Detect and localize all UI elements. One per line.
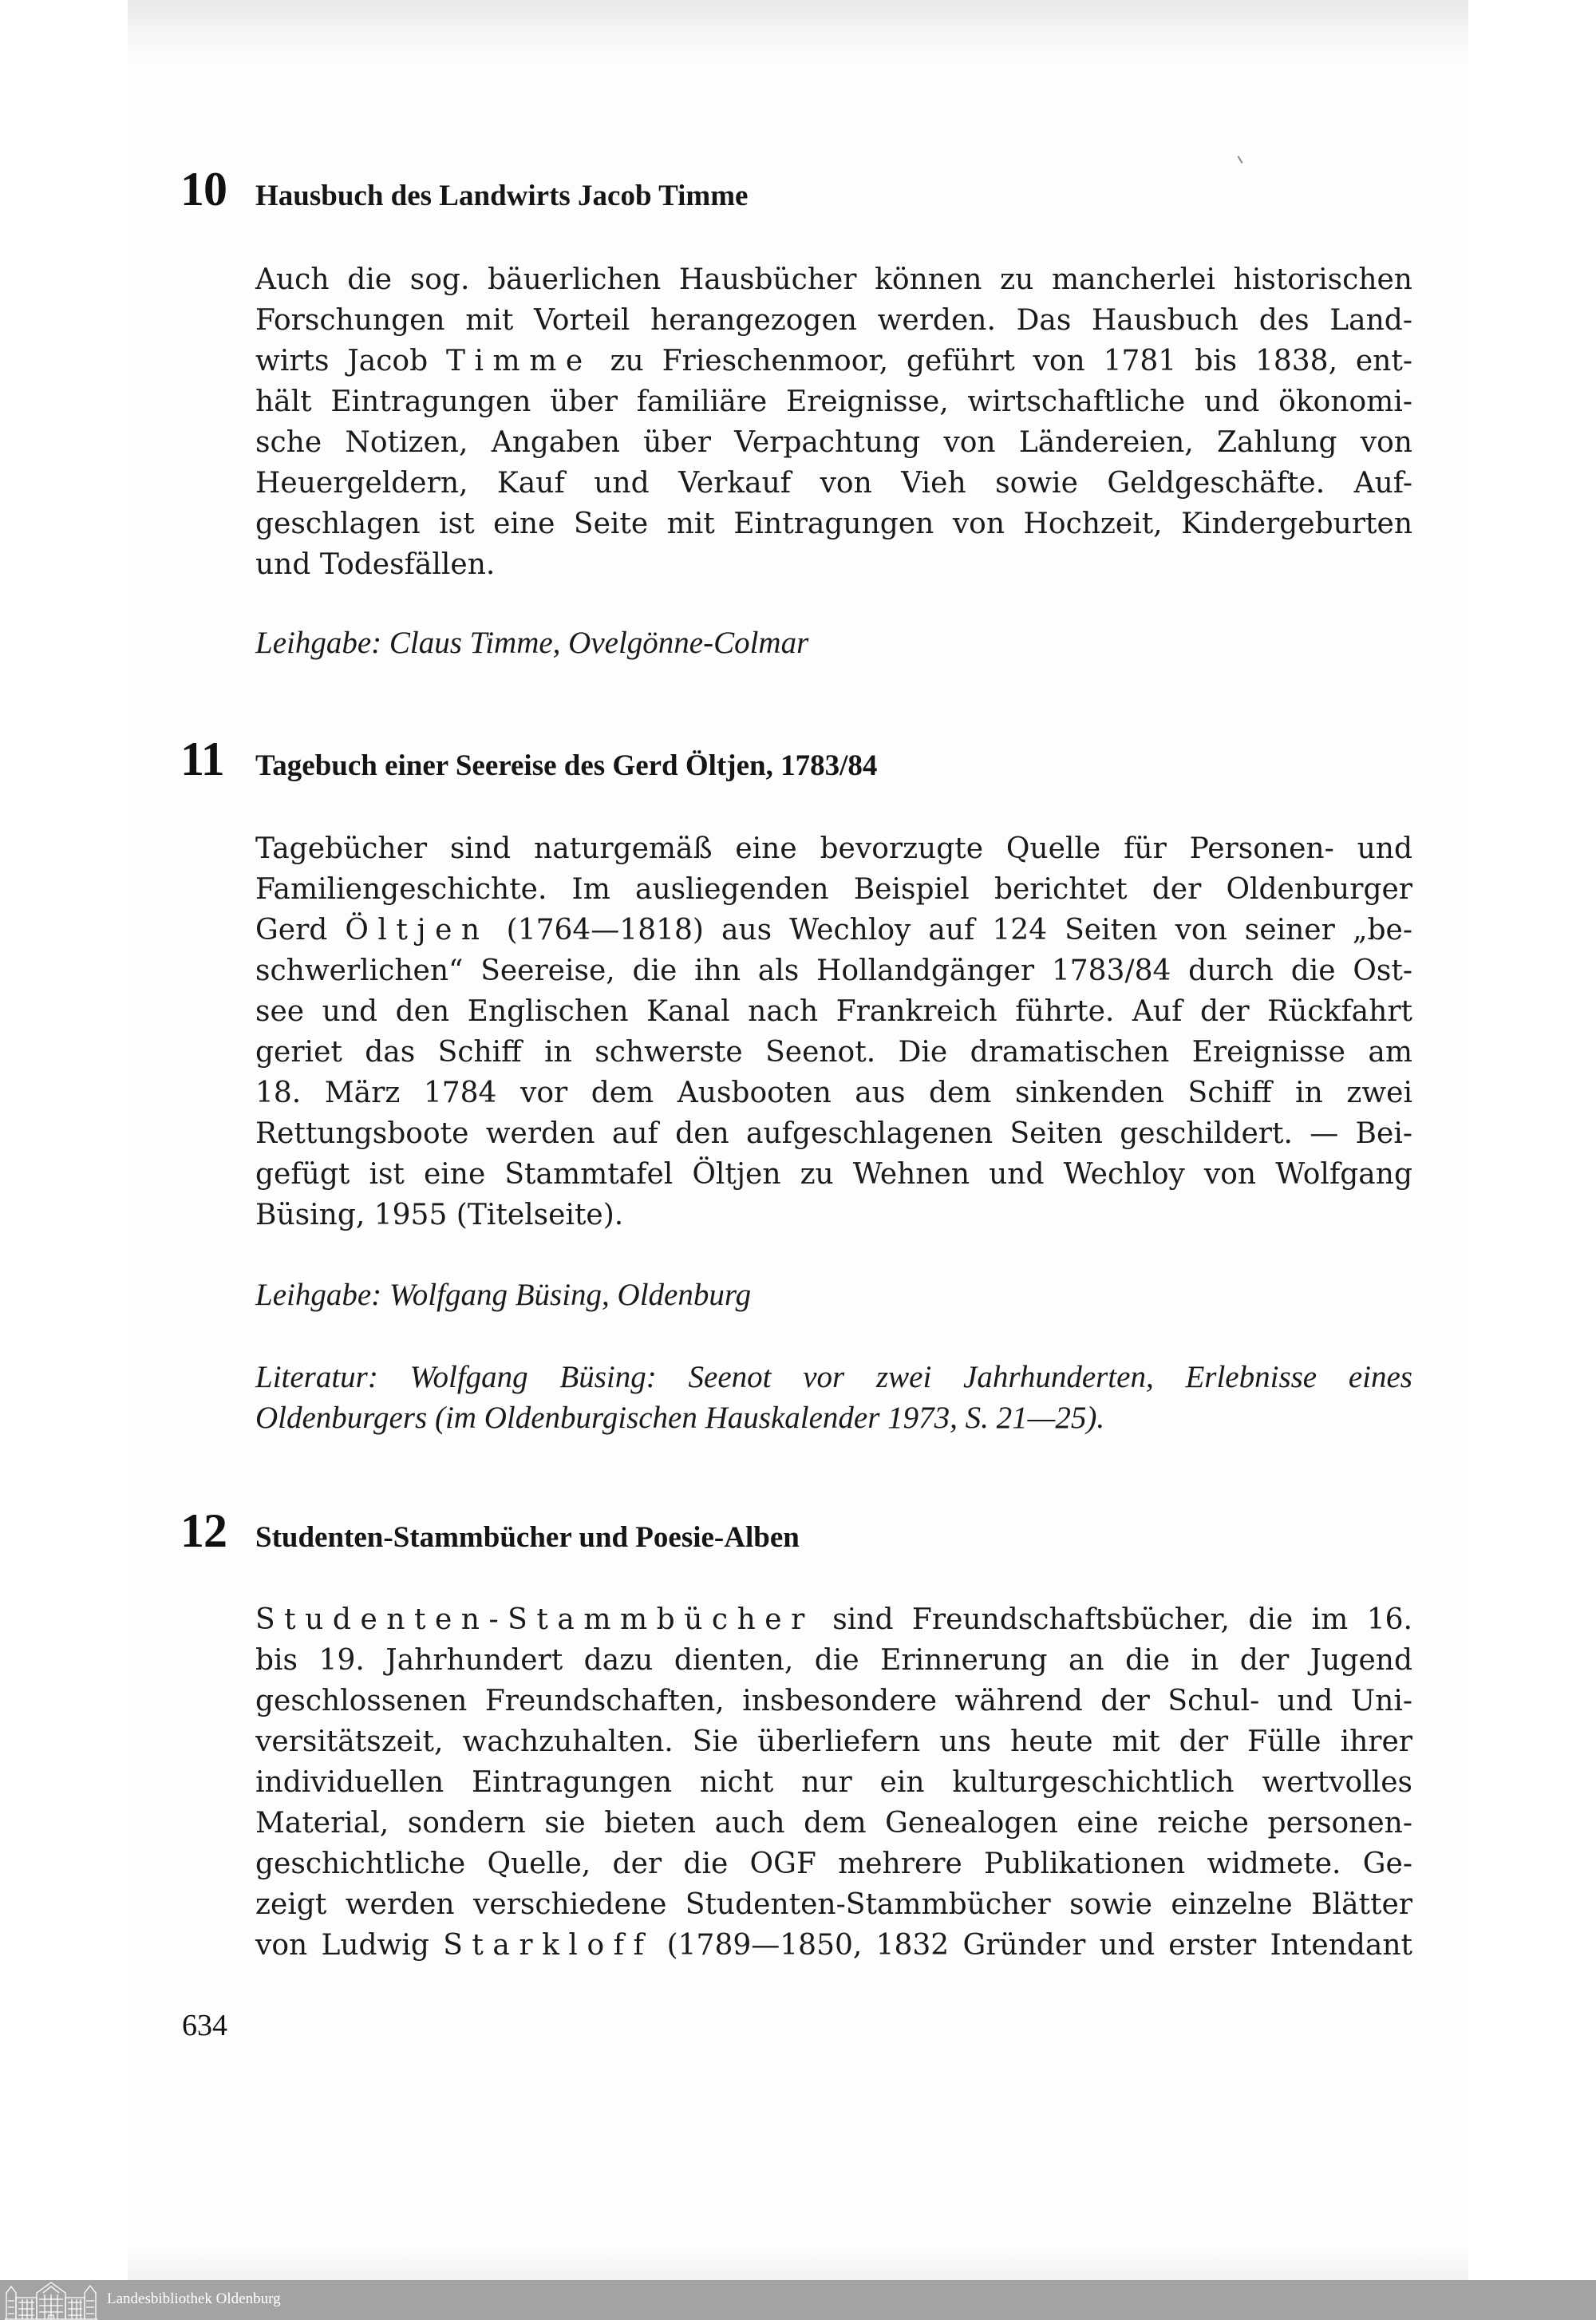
library-name: Landesbibliothek Oldenburg xyxy=(107,2290,281,2307)
page-number: 634 xyxy=(182,2009,227,2042)
body-line: 18. März 1784 vor dem Ausbooten aus dem sinkenden Schiff in zwei xyxy=(255,1077,1412,1109)
literature-line: Oldenburgers (im Oldenburgischen Hauskalender 1973, S. 21—25). xyxy=(255,1401,1105,1435)
body-line: Heuergeldern, Kauf und Verkauf von Vieh sowie Geldgeschäfte. Auf- xyxy=(255,467,1412,500)
body-line: gefügt ist eine Stammtafel Öltjen zu Wehnen und Wechloy von Wolfgang xyxy=(255,1158,1412,1191)
body-line: Rettungsboote werden auf den aufgeschlagenen Seiten geschildert. — Bei- xyxy=(255,1117,1412,1150)
body-line: und Todesfällen. xyxy=(255,548,496,581)
body-line: versitätszeit, wachzuhalten. Sie überliefern uns heute mit der Fülle ihrer xyxy=(255,1725,1412,1758)
section-title: Tagebuch einer Seereise des Gerd Öltjen, 1783/84 xyxy=(255,749,878,782)
text-fragment: von Ludwig xyxy=(255,1929,444,1962)
section-number: 10 xyxy=(180,163,227,215)
body-line xyxy=(255,341,1412,381)
body-line xyxy=(255,910,1412,951)
section-title: Studenten-Stammbücher und Poesie-Alben xyxy=(255,1521,800,1554)
library-building-icon xyxy=(5,2282,97,2320)
text-fragment: sind Freundschaftsbücher, die im 16. xyxy=(813,1603,1412,1636)
literature-line: Literatur: Wolfgang Büsing: Seenot vor zwei Jahrhunderten, Erlebnisse eines xyxy=(255,1360,1412,1394)
text-fragment: zu Frieschenmoor, geführt von 1781 bis 1838, ent- xyxy=(591,345,1413,377)
emphasized-name: Timme xyxy=(445,345,592,377)
body-line: Büsing, 1955 (Titelseite). xyxy=(255,1199,624,1231)
body-line: Tagebücher sind naturgemäß eine bevorzugte Quelle für Personen- und xyxy=(255,832,1412,865)
loan-note: Leihgabe: Claus Timme, Ovelgönne-Colmar xyxy=(255,626,809,660)
body-line: bis 19. Jahrhundert dazu dienten, die Erinnerung an die in der Jugend xyxy=(255,1644,1412,1677)
body-line: geschlagen ist eine Seite mit Eintragungen von Hochzeit, Kindergeburten xyxy=(255,508,1412,540)
scan-bottom-shadow xyxy=(128,2251,1468,2280)
body-line: sche Notizen, Angaben über Verpachtung von Ländereien, Zahlung von xyxy=(255,426,1412,459)
body-line: Material, sondern sie bieten auch dem Genealogen eine reiche personen- xyxy=(255,1807,1412,1840)
section-body xyxy=(255,828,1412,1235)
emphasized-name: Öltjen xyxy=(345,914,489,947)
literature-note xyxy=(255,1357,1412,1438)
section-number: 12 xyxy=(180,1504,227,1557)
section-body xyxy=(255,1599,1412,1966)
body-line: see und den Englischen Kanal nach Frankreich führte. Auf der Rückfahrt xyxy=(255,995,1412,1028)
emphasized-term: Studenten-Stammbücher xyxy=(255,1603,814,1636)
body-line: geriet das Schiff in schwerste Seenot. Die dramatischen Ereignisse am xyxy=(255,1036,1412,1069)
body-line: schwerlichen“ Seereise, die ihn als Hollandgänger 1783/84 durch die Ost- xyxy=(255,954,1412,987)
text-fragment: (1764—1818) aus Wechloy auf 124 Seiten von seiner „be- xyxy=(488,914,1412,947)
body-line: geschlossenen Freundschaften, insbesondere während der Schul- und Uni- xyxy=(255,1685,1412,1717)
scan-top-shadow xyxy=(128,0,1468,64)
emphasized-name: Starkloff xyxy=(443,1929,654,1962)
body-line: Forschungen mit Vorteil herangezogen werden. Das Hausbuch des Land- xyxy=(255,304,1412,337)
body-line: hält Eintragungen über familiäre Ereignisse, wirtschaftliche und ökonomi- xyxy=(255,385,1412,418)
text-fragment: wirts Jacob xyxy=(255,345,446,377)
text-fragment: (1789—1850, 1832 Gründer und erster Intendant xyxy=(653,1929,1413,1962)
body-line xyxy=(255,1925,1412,1966)
loan-note: Leihgabe: Wolfgang Büsing, Oldenburg xyxy=(255,1278,752,1312)
body-line: Auch die sog. bäuerlichen Hausbücher können zu mancherlei historischen xyxy=(255,263,1412,296)
section-title: Hausbuch des Landwirts Jacob Timme xyxy=(255,180,749,212)
body-line xyxy=(255,1599,1412,1640)
body-line: zeigt werden verschiedene Studenten-Stammbücher sowie einzelne Blätter xyxy=(255,1888,1412,1921)
section-number: 11 xyxy=(180,733,224,785)
body-line: geschichtliche Quelle, der die OGF mehrere Publikationen widmete. Ge- xyxy=(255,1848,1412,1880)
text-fragment: Gerd xyxy=(255,914,346,947)
body-line: individuellen Eintragungen nicht nur ein kulturgeschichtlich wertvolles xyxy=(255,1766,1412,1799)
library-footer-bar xyxy=(0,2280,1596,2320)
section-body xyxy=(255,259,1412,585)
body-line: Familiengeschichte. Im ausliegenden Beispiel berichtet der Oldenburger xyxy=(255,873,1412,906)
